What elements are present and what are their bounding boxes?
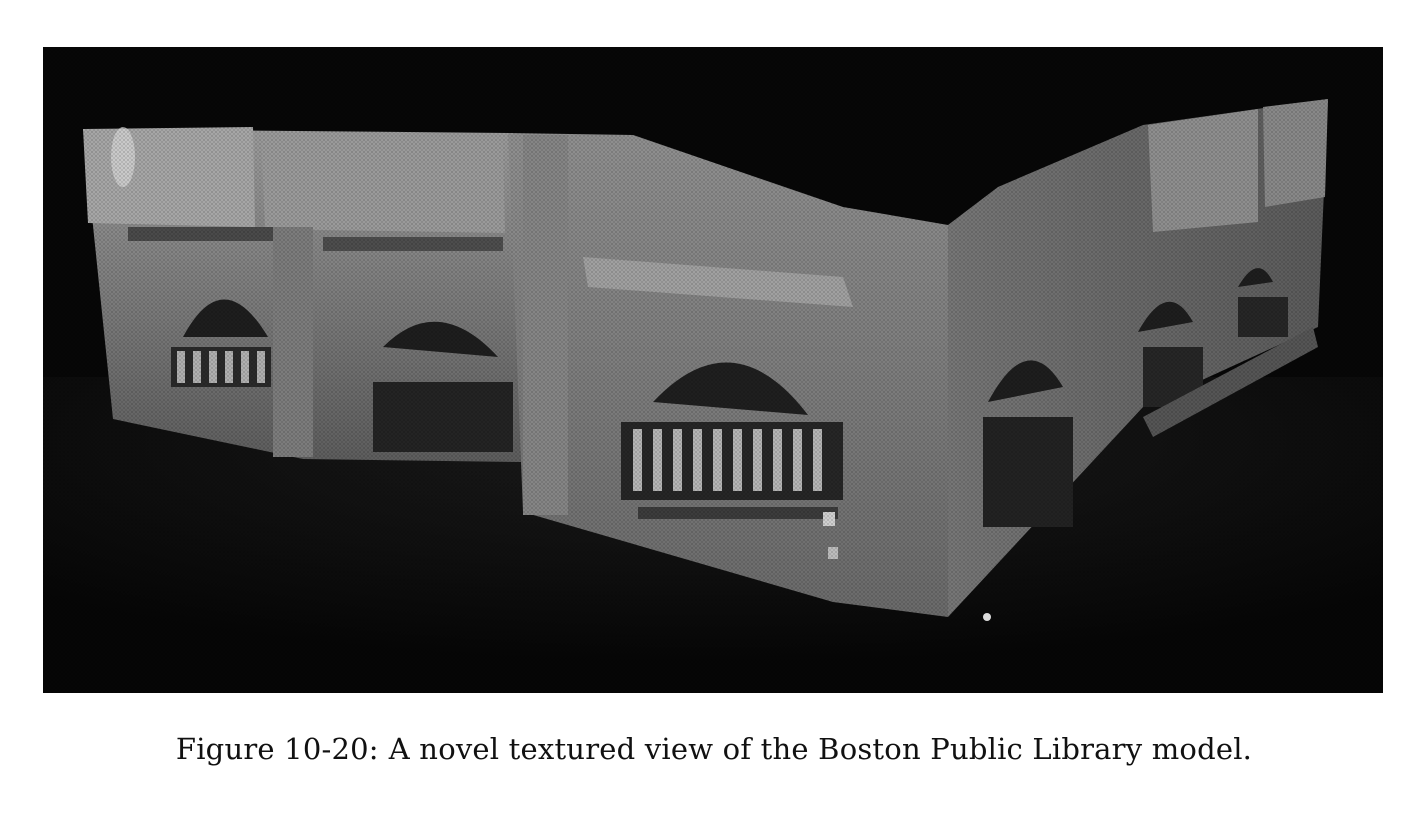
figure-caption bbox=[0, 732, 1428, 766]
caption-text: A novel textured view of the Boston Public Library model. bbox=[388, 732, 1253, 766]
figure-number: Figure 10-20: bbox=[175, 732, 379, 766]
library-model-render bbox=[43, 47, 1383, 693]
light-speck bbox=[983, 613, 991, 621]
halftone-texture bbox=[43, 47, 1383, 693]
figure-image bbox=[43, 47, 1383, 693]
